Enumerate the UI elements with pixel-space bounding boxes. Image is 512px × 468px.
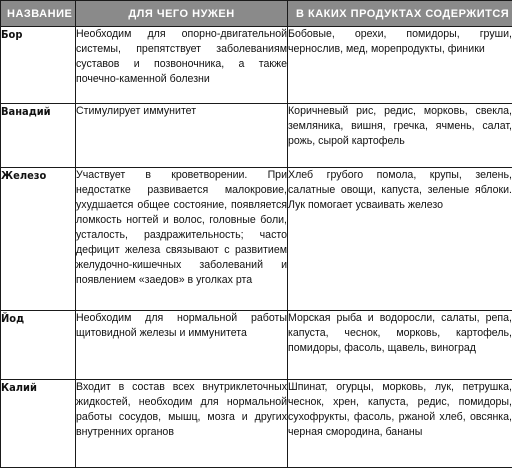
row-function: Входит в состав всех внутриклеточных жидкостей, необходим для нормальной работы сосудов, мышц, мозга и других внутренних органов [76, 380, 288, 468]
row-function: Необходим для нормальной работы щитовидной железы и иммунитета [76, 311, 288, 380]
header-products: В КАКИХ ПРОДУКТАХ СОДЕРЖИТСЯ [288, 1, 512, 27]
row-function: Стимулирует иммунитет [76, 104, 288, 168]
row-name: Железо [1, 168, 76, 311]
row-products: Шпинат, огурцы, морковь, лук, петрушка, чеснок, хрен, капуста, редис, помидоры, сухофрукты, фасоль, ржаной хлеб, овсянка, черная смородина, бананы [288, 380, 512, 468]
table-row [1, 311, 512, 380]
row-products: Хлеб грубого помола, крупы, зелень, салатные овощи, капуста, зеленые яблоки. Лук помогает усваивать железо [288, 168, 512, 311]
table-row [1, 27, 512, 104]
row-products: Коричневый рис, редис, морковь, свекла, земляника, вишня, гречка, ячмень, салат, рожь, сырой картофель [288, 104, 512, 168]
row-function: Участвует в кроветворении. При недостатке развивается малокровие, ухудшается общее состояние, появляется ломкость ногтей и волос, головные боли, усталость, раздражительность; часто дефицит железа связывают с развитием желудочно-кишечных заболеваний и появлением «заедов» в уголках рта [76, 168, 288, 311]
table-header [1, 1, 512, 27]
header-name: НАЗВАНИЕ [1, 1, 76, 27]
row-function: Необходим для опорно-двигательной системы, препятствует заболеваниям суставов и позвоночника, а также почечно-каменной болезни [76, 27, 288, 104]
row-products: Морская рыба и водоросли, салаты, репа, капуста, чеснок, морковь, картофель, помидоры, фасоль, щавель, виноград [288, 311, 512, 380]
table-row [1, 104, 512, 168]
row-products: Бобовые, орехи, помидоры, груши, чернослив, мед, морепродукты, финики [288, 27, 512, 104]
row-name: Калий [1, 380, 76, 468]
table-row [1, 168, 512, 311]
row-name: Бор [1, 27, 76, 104]
table-row [1, 380, 512, 468]
row-name: Йод [1, 311, 76, 380]
row-name: Ванадий [1, 104, 76, 168]
header-function: ДЛЯ ЧЕГО НУЖЕН [76, 1, 288, 27]
